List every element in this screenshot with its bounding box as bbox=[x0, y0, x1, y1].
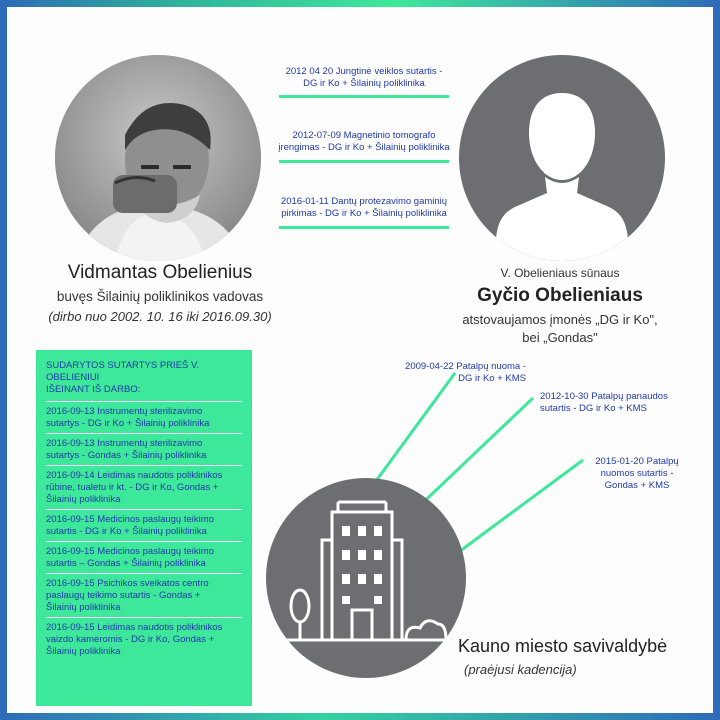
list-item: 2016-09-15 Psichikos sveikatos centro paslaugų teikimo sutartis - Gondas + Šilainių poliklinika bbox=[46, 578, 209, 613]
link-line-2 bbox=[412, 398, 533, 513]
person-right-name: Gyčio Obelieniaus bbox=[477, 285, 643, 306]
list-item: 2016-09-13 Instrumentų sterilizavimo sutartys - DG ir Ko + Šilainių poliklinika bbox=[46, 406, 210, 429]
list-item: 2016-09-15 Medicinos paslaugų teikimo sutartis - DG ir Ko + Šilainių poliklinika bbox=[46, 514, 214, 537]
person-right-role-2: bei „Gondas" bbox=[522, 330, 598, 345]
contract-top-3: 2016-01-11 Dantų protezavimo gaminių pirkimas - DG ir Ko + Šilainių poliklinika bbox=[280, 196, 448, 219]
municipality-note: (praėjusi kadencija) bbox=[464, 662, 577, 677]
box-heading: SUDARYTOS SUTARTYS PRIEŠ V. OBELIENIUI IŠEINANT IŠ DARBO: bbox=[46, 360, 200, 395]
contract-top-1: 2012 04 20 Jungtinė veiklos sutartis - DG ir Ko + Šilainių poliklinika bbox=[285, 66, 443, 89]
contract-top-2: 2012-07-09 Magnetinio tomografo įrengimas - DG ir Ko + Šilainių poliklinika bbox=[278, 130, 450, 153]
person-left-name: Vidmantas Obelienius bbox=[67, 262, 253, 283]
person-right-role-1: atstovaujamos įmonės „DG ir Ko", bbox=[462, 312, 658, 327]
municipality-circle bbox=[266, 478, 466, 678]
link-line-1 bbox=[368, 373, 455, 492]
contract-kms-2: 2012-10-30 Patalpų panaudos sutartis - DG ir Ko + KMS bbox=[540, 391, 668, 414]
person-left-period: (dirbo nuo 2002. 10. 16 iki 2016.09.30) bbox=[48, 309, 272, 324]
building-icon bbox=[266, 478, 466, 678]
link-line-3 bbox=[452, 460, 583, 557]
list-item: 2016-09-15 Medicinos paslaugų teikimo sutartis – Gondas + Šilainių poliklinika bbox=[46, 546, 214, 569]
person-left-role: buvęs Šilainių poliklinikos vadovas bbox=[56, 289, 264, 304]
municipality-name: Kauno miesto savivaldybė bbox=[458, 636, 668, 656]
person-right-pre: V. Obelieniaus sūnaus bbox=[500, 266, 620, 280]
list-item: 2016-09-14 Leidimas naudotis poliklinikos rūbine, tualetu ir kt. - DG ir Ko, Gondas + Šilainių poliklinika bbox=[46, 470, 223, 505]
list-item: 2016-09-15 Leidimas naudotis poliklinikos vaizdo kameromis - DG ir Ko, Gondas + Šilainių poliklinika bbox=[46, 622, 223, 657]
contract-kms-3: 2015-01-20 Patalpų nuomos sutartis - Gondas + KMS bbox=[595, 456, 679, 491]
list-item: 2016-09-13 Instrumentų sterilizavimo sutartys - Gondas + Šilainių poliklinika bbox=[46, 438, 207, 461]
contract-kms-1: 2009-04-22 Patalpų nuoma - DG ir Ko + KMS bbox=[405, 361, 526, 384]
